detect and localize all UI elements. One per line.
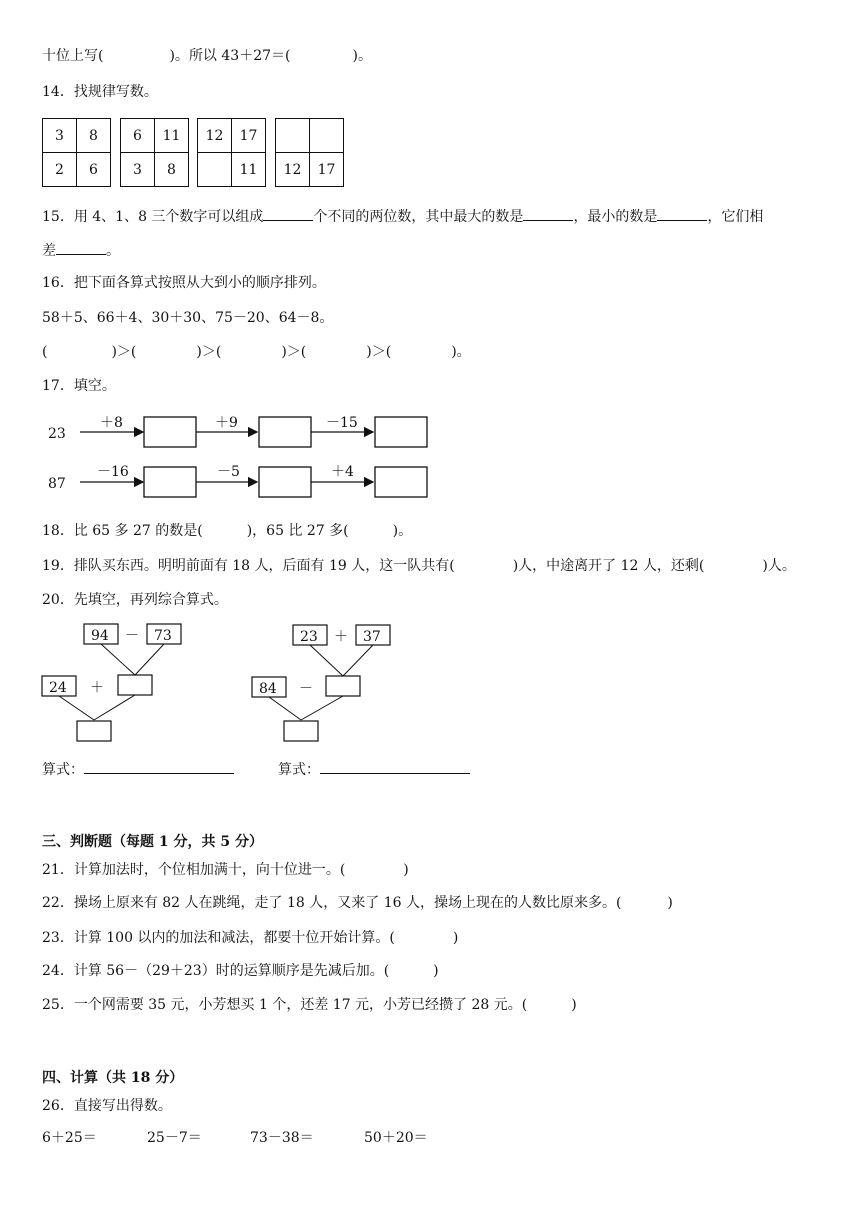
grid-cell[interactable] (276, 119, 310, 153)
q17-row1-op2: ＋9 (215, 415, 238, 431)
paren: )＞( (281, 344, 307, 360)
q18-line (42, 521, 412, 541)
paren: ) (433, 963, 439, 979)
answer-box[interactable] (118, 675, 152, 695)
q14-grid-2 (120, 118, 189, 187)
q18-text: )，65 比 27 多( (246, 523, 349, 539)
grid-cell: 11 (232, 153, 266, 187)
q20-left-c: 24 (49, 680, 67, 696)
grid-cell: 8 (155, 153, 189, 187)
paren: )＞( (111, 344, 137, 360)
q13-text-mid: )。所以 43＋27＝( (169, 48, 291, 64)
q20-right-op2: － (299, 681, 313, 697)
answer-blank[interactable] (523, 206, 573, 221)
paren: )。 (451, 344, 471, 360)
q22-line (42, 893, 673, 913)
connector-line (94, 695, 135, 720)
judge-text: 24．计算 56－（29＋23）时的运算顺序是先减后加。( (42, 963, 390, 979)
q20-right-c: 84 (259, 681, 277, 697)
grid-cell: 6 (121, 119, 155, 153)
q20-formula-left (42, 759, 234, 780)
q19-text: 19．排队买东西。明明前面有 18 人，后面有 19 人，这一队共有( (42, 558, 455, 574)
q14-grid-4 (275, 118, 344, 187)
grid-cell[interactable] (310, 119, 344, 153)
judge-text: 21．计算加法时，个位相加满十，向十位进一。( (42, 862, 346, 878)
q16-prompt: 16．把下面各算式按照从大到小的顺序排列。 (42, 275, 326, 291)
grid-cell: 3 (121, 153, 155, 187)
formula-blank[interactable] (320, 759, 470, 774)
q13-text-pre: 十位上写( (42, 48, 104, 64)
connector-line (59, 696, 94, 720)
answer-box[interactable] (144, 467, 196, 497)
paren: ) (452, 930, 459, 946)
answer-blank[interactable] (263, 206, 313, 221)
paren: ) (403, 862, 409, 878)
q17-flow-diagram (0, 400, 460, 505)
q18-text: )。 (392, 523, 413, 539)
grid-cell[interactable] (198, 153, 232, 187)
q20-right-op1: ＋ (334, 629, 348, 645)
formula-blank[interactable] (84, 759, 234, 774)
grid-cell: 6 (77, 153, 111, 187)
q15-text: 差 (42, 243, 56, 259)
paren: )＞( (196, 344, 222, 360)
grid-cell: 11 (155, 119, 189, 153)
q24-line (42, 961, 439, 981)
q20-left-b: 73 (154, 628, 172, 644)
paren: ( (42, 344, 48, 360)
grid-cell: 3 (43, 119, 77, 153)
q17-row2-op1: －16 (97, 464, 129, 480)
answer-box[interactable] (375, 417, 427, 447)
q16-order-line (42, 342, 471, 362)
q14-grid-1 (42, 118, 111, 187)
connector-line (310, 645, 343, 676)
answer-box[interactable] (284, 721, 318, 741)
q18-text: 18．比 65 多 27 的数是( (42, 523, 203, 539)
paren: ) (571, 997, 577, 1013)
q25-line (42, 995, 577, 1015)
q17-row1-op3: －15 (326, 415, 358, 431)
q19-line (42, 556, 796, 576)
answer-blank[interactable] (657, 206, 707, 221)
section4-title: 四、计算（共 18 分） (42, 1070, 184, 1086)
q26-expr-1: 6＋25＝ (42, 1130, 97, 1146)
grid-cell: 17 (310, 153, 344, 187)
q20-tree-diagrams (0, 618, 520, 748)
q15-text: 。 (106, 243, 120, 259)
q17-row1-start: 23 (48, 426, 66, 442)
connector-line (101, 644, 135, 675)
answer-box[interactable] (259, 467, 311, 497)
q20-left-a: 94 (91, 628, 109, 644)
judge-text: 25．一个网需要 35 元，小芳想买 1 个，还差 17 元，小芳已经攒了 28 元。( (42, 997, 528, 1013)
grid-cell: 12 (276, 153, 310, 187)
q14-prompt: 14．找规律写数。 (42, 84, 158, 100)
q16-expressions: 58＋5、66＋4、30＋30、75－20、64－8。 (42, 310, 334, 326)
q14-grid-3 (197, 118, 266, 187)
grid-cell: 17 (232, 119, 266, 153)
q15-line-2 (42, 240, 120, 261)
answer-box[interactable] (77, 721, 111, 741)
q20-left-op2: ＋ (90, 680, 104, 696)
q17-row2-start: 87 (48, 476, 66, 492)
section3-title: 三、判断题（每题 1 分，共 5 分） (42, 834, 263, 850)
q17-row1-op1: ＋8 (100, 415, 123, 431)
q17-prompt: 17．填空。 (42, 378, 116, 394)
answer-box[interactable] (259, 417, 311, 447)
q15-text: ，它们相 (707, 209, 764, 225)
q15-text: 个不同的两位数，其中最大的数是 (313, 209, 524, 225)
q20-left-op1: － (125, 628, 139, 644)
q20-right-b: 37 (363, 629, 381, 645)
q20-prompt: 20．先填空，再列综合算式。 (42, 592, 228, 608)
formula-label: 算式： (42, 762, 84, 778)
grid-cell: 12 (198, 119, 232, 153)
grid-cell: 2 (43, 153, 77, 187)
q13-line (42, 46, 372, 66)
answer-box[interactable] (375, 467, 427, 497)
q26-expr-4: 50＋20＝ (364, 1130, 428, 1146)
q23-line (42, 928, 458, 948)
q21-line (42, 860, 409, 880)
q15-text: 15．用 4、1、8 三个数字可以组成 (42, 209, 264, 225)
connector-line (135, 644, 164, 675)
paren: )＞( (366, 344, 392, 360)
q20-formula-right (278, 759, 470, 780)
answer-box[interactable] (144, 417, 196, 447)
answer-blank[interactable] (56, 240, 106, 255)
judge-text: 23．计算 100 以内的加法和减法，都要十位开始计算。( (42, 930, 395, 946)
q26-expr-3: 73－38＝ (250, 1130, 314, 1146)
q20-right-a: 23 (300, 629, 318, 645)
q17-row2-op3: ＋4 (331, 464, 354, 480)
connector-line (269, 697, 301, 720)
connector-line (343, 645, 373, 676)
q19-text: )人。 (762, 558, 796, 574)
answer-box[interactable] (326, 676, 360, 696)
q17-row2-op2: －5 (217, 464, 240, 480)
q15-line-1 (42, 206, 763, 227)
q13-text-post: )。 (352, 48, 372, 64)
q26-expr-2: 25－7＝ (147, 1130, 202, 1146)
connector-line (301, 696, 343, 720)
paren: ) (667, 895, 673, 911)
judge-text: 22．操场上原来有 82 人在跳绳，走了 18 人，又来了 16 人，操场上现在的人数比原来多。( (42, 895, 622, 911)
grid-cell: 8 (77, 119, 111, 153)
q15-text: ，最小的数是 (573, 209, 658, 225)
q19-text: )人，中途离开了 12 人，还剩( (512, 558, 705, 574)
q26-prompt: 26．直接写出得数。 (42, 1098, 172, 1114)
formula-label: 算式： (278, 762, 320, 778)
